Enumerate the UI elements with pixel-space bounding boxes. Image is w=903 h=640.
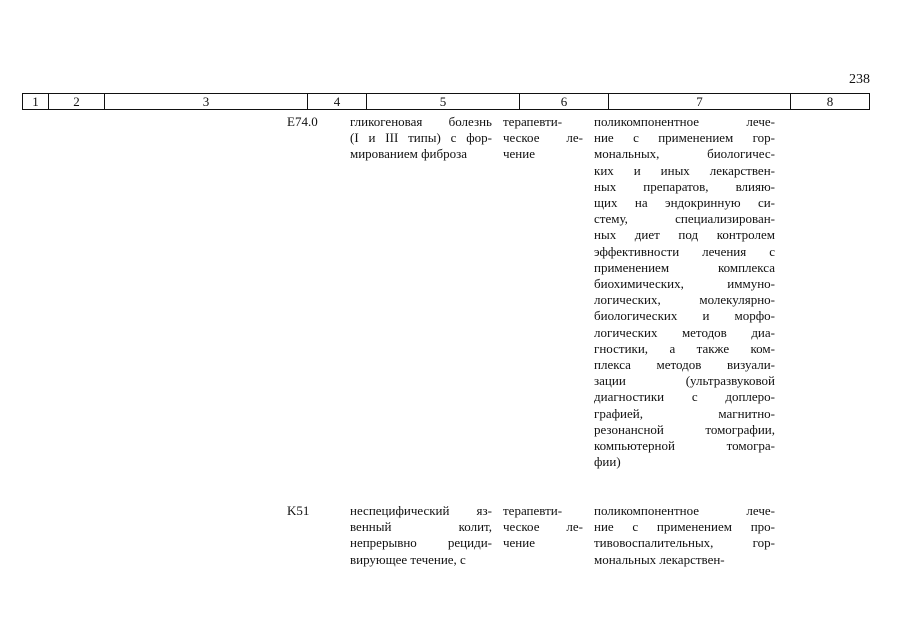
text-word: (ультразвуковой	[685, 373, 775, 389]
text-word: логических	[594, 324, 658, 340]
text-line	[594, 357, 775, 373]
text-word: контролем	[716, 227, 775, 243]
text-line	[594, 130, 775, 146]
row2-treatment-type	[503, 503, 583, 552]
text-word: ных	[594, 178, 617, 194]
text-line	[350, 535, 492, 551]
text-word: гностики,	[594, 340, 649, 356]
header-col-5: 5	[367, 94, 520, 109]
text-word: ние	[594, 130, 614, 146]
text-line	[594, 373, 775, 389]
row2-code: K51	[287, 503, 310, 518]
text-line	[594, 179, 775, 195]
row1-treatment-type	[503, 114, 583, 163]
text-word: лечения	[702, 243, 747, 259]
text-line	[594, 438, 775, 454]
text-word: непрерывно	[350, 535, 417, 551]
text-word: и	[702, 308, 710, 324]
text-word: ных	[594, 227, 617, 243]
text-line	[594, 146, 775, 162]
header-col-2: 2	[49, 94, 105, 109]
text-word: лече-	[746, 503, 775, 518]
text-word: си-	[757, 195, 775, 211]
table-header-row	[22, 93, 870, 110]
text-word: комплекса	[717, 259, 775, 275]
text-line	[594, 389, 775, 405]
row1-disease	[350, 114, 492, 163]
text-word: поликомпонентное	[594, 114, 700, 129]
row1-method	[594, 114, 775, 470]
text-word: мональных,	[594, 146, 660, 162]
text-line: вирующее течение, с	[350, 551, 466, 567]
row2-disease	[350, 503, 492, 568]
text-word: специализирован-	[675, 211, 775, 227]
text-word: ческое	[503, 519, 540, 535]
text-word: ких	[594, 162, 614, 178]
header-col-4: 4	[308, 94, 367, 109]
text-word: применением	[656, 519, 732, 535]
text-word: с	[769, 243, 775, 259]
text-word: доплеро-	[725, 389, 775, 405]
text-word: методов	[681, 324, 727, 340]
text-word: томогра-	[726, 438, 775, 454]
text-line	[594, 325, 775, 341]
header-col-6: 6	[520, 94, 609, 109]
text-word: биологических	[594, 308, 678, 324]
row2-method	[594, 503, 775, 568]
text-line	[350, 519, 492, 535]
text-line	[594, 308, 775, 324]
text-word: диагностики	[594, 389, 665, 405]
text-word: рециди-	[447, 535, 492, 551]
text-word: венный	[350, 519, 392, 535]
page-number: 238	[849, 72, 870, 87]
text-word: неспецифический	[350, 503, 450, 518]
text-word: плекса	[594, 357, 631, 373]
text-line: мированием фиброза	[350, 146, 467, 162]
text-line	[594, 292, 775, 308]
text-line: чение	[503, 535, 535, 551]
text-word: с	[450, 130, 457, 146]
text-word: поликомпонентное	[594, 503, 700, 518]
text-line	[594, 341, 775, 357]
text-word: под	[678, 227, 699, 243]
header-col-8: 8	[826, 94, 834, 109]
text-word: ческое	[503, 130, 540, 146]
text-word: зации	[594, 373, 626, 389]
text-word: также	[696, 340, 730, 356]
text-line	[594, 114, 775, 130]
text-line	[503, 519, 583, 535]
text-word: резонансной	[594, 421, 664, 437]
text-word: эндокринную	[664, 195, 741, 211]
text-word: ле-	[566, 519, 583, 535]
text-word: щих	[594, 195, 618, 211]
text-word: с	[632, 519, 639, 535]
text-word: типы)	[408, 130, 441, 146]
text-word: иммуно-	[727, 276, 775, 292]
text-word: диет	[634, 227, 660, 243]
text-line	[503, 130, 583, 146]
text-word: логических,	[594, 292, 661, 308]
text-word: иных	[660, 162, 690, 178]
text-line	[594, 163, 775, 179]
text-line	[594, 195, 775, 211]
text-word: и	[368, 130, 376, 146]
text-line: терапевти-	[503, 114, 563, 129]
text-word: про-	[750, 519, 775, 535]
header-col-7: 7	[609, 94, 791, 109]
text-line: терапевти-	[503, 503, 563, 518]
text-line	[594, 227, 775, 243]
text-word: применением	[658, 130, 734, 146]
text-word: яз-	[476, 503, 492, 518]
text-line	[594, 519, 775, 535]
text-word: болезнь	[448, 114, 492, 129]
text-line	[350, 503, 492, 519]
text-word: томографии,	[705, 421, 775, 437]
text-word: биологичес-	[707, 146, 775, 162]
row1-code: E74.0	[287, 114, 318, 129]
text-word: с	[691, 389, 698, 405]
text-line	[350, 130, 492, 146]
text-word: III	[385, 130, 399, 146]
text-word: фор-	[466, 130, 492, 146]
text-line	[594, 535, 775, 551]
text-word: ком-	[750, 340, 775, 356]
text-word: (I	[350, 130, 359, 146]
text-word: морфо-	[734, 308, 775, 324]
text-word: на	[634, 195, 648, 211]
text-line	[594, 244, 775, 260]
text-word: молекулярно-	[699, 292, 775, 308]
text-word: лече-	[746, 114, 775, 129]
text-word: лекарствен-	[709, 162, 775, 178]
text-word: ле-	[566, 130, 583, 146]
text-line: мональных лекарствен-	[594, 551, 725, 567]
text-line: фии)	[594, 454, 621, 470]
text-word: диа-	[751, 324, 775, 340]
text-word: магнитно-	[718, 405, 775, 421]
text-line	[594, 276, 775, 292]
text-line	[594, 406, 775, 422]
text-word: эффективности	[594, 243, 680, 259]
text-line: чение	[503, 146, 535, 162]
text-word: компьютерной	[594, 438, 675, 454]
text-word: гликогеновая	[350, 114, 423, 129]
text-word: тивовоспалительных,	[594, 535, 714, 551]
text-word: биохимических,	[594, 276, 684, 292]
text-word: влияю-	[735, 178, 775, 194]
text-word: колит,	[458, 519, 492, 535]
header-col-1: 1	[23, 94, 49, 109]
text-line	[350, 114, 492, 130]
text-line	[594, 422, 775, 438]
text-word: графией,	[594, 405, 643, 421]
text-line	[594, 260, 775, 276]
text-word: методов	[656, 357, 702, 373]
text-word: а	[669, 340, 676, 356]
text-word: и	[633, 162, 641, 178]
text-word: гор-	[752, 130, 775, 146]
text-word: ние	[594, 519, 614, 535]
text-line	[594, 503, 775, 519]
text-word: визуали-	[727, 357, 775, 373]
text-word: гор-	[752, 535, 775, 551]
text-word: стему,	[594, 211, 628, 227]
text-word: с	[633, 130, 639, 146]
text-word: препаратов,	[643, 178, 709, 194]
text-word: применением	[594, 259, 670, 275]
text-line	[594, 211, 775, 227]
header-col-3: 3	[105, 94, 308, 109]
